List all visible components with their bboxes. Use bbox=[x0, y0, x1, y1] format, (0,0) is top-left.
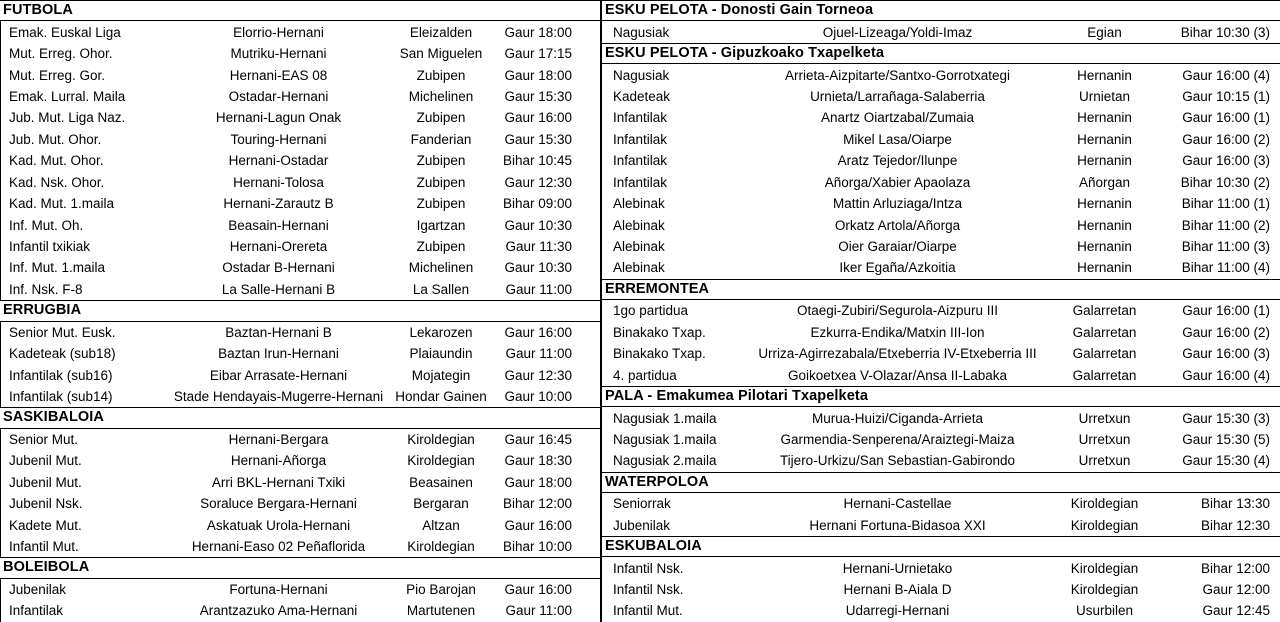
table-row bbox=[602, 150, 1280, 171]
venue-cell: Egian bbox=[1087, 24, 1122, 40]
venue-cell: Hernanin bbox=[1077, 217, 1132, 233]
time-cell: Gaur 15:30 (3) bbox=[1182, 410, 1270, 426]
time-cell: Gaur 18:00 bbox=[504, 474, 572, 490]
venue-cell: Altzan bbox=[422, 517, 460, 533]
category-cell: Infantil Nsk. bbox=[613, 582, 684, 598]
venue-cell: Urretxun bbox=[1078, 431, 1131, 447]
time-cell: Gaur 10:30 bbox=[504, 217, 572, 233]
match-cell: Arrieta-Aizpitarte/Santxo-Gorrotxategi bbox=[784, 67, 1011, 83]
category-cell: Infantilak bbox=[613, 153, 668, 169]
category-cell: Nagusiak bbox=[613, 67, 670, 83]
match-cell: Baztan Irun-Hernani bbox=[218, 346, 339, 362]
venue-cell: Hernanin bbox=[1077, 196, 1132, 212]
table-row bbox=[1, 214, 600, 235]
table-row bbox=[1, 257, 600, 278]
section-header: WATERPOLOA bbox=[602, 472, 1280, 493]
table-row bbox=[602, 64, 1280, 85]
table-row bbox=[1, 386, 600, 407]
time-cell: Bihar 09:00 bbox=[502, 196, 572, 212]
venue-cell: Hernanin bbox=[1077, 153, 1132, 169]
match-cell: Ostadar B-Hernani bbox=[222, 260, 335, 276]
table-row bbox=[602, 515, 1280, 536]
table-row bbox=[602, 343, 1280, 364]
section-rows bbox=[602, 493, 1280, 536]
match-cell: Ojuel-Lizeaga/Yoldi-Imaz bbox=[822, 24, 973, 40]
venue-cell: La Sallen bbox=[412, 281, 470, 297]
match-cell: Hernani-Orereta bbox=[229, 239, 328, 255]
venue-cell: Urnietan bbox=[1078, 88, 1131, 104]
table-row bbox=[1, 322, 600, 343]
time-cell: Gaur 16:00 (4) bbox=[1182, 367, 1270, 383]
category-cell: Jubenil Mut. bbox=[9, 453, 82, 469]
section-header: FUTBOLA bbox=[0, 0, 600, 21]
category-cell: Kadete Mut. bbox=[9, 517, 82, 533]
table-row bbox=[1, 493, 600, 514]
venue-cell: Zubipen bbox=[416, 174, 466, 190]
match-cell: Hernani-Tolosa bbox=[233, 174, 324, 190]
category-cell: Mut. Erreg. Ohor. bbox=[9, 46, 113, 62]
table-row bbox=[602, 300, 1280, 321]
match-cell: Goikoetxea V-Olazar/Ansa II-Labaka bbox=[787, 367, 1008, 383]
category-cell: Jubenil Mut. bbox=[9, 474, 82, 490]
category-cell: Nagusiak 1.maila bbox=[613, 431, 717, 447]
time-cell: Bihar 11:00 (4) bbox=[1181, 260, 1270, 276]
time-cell: Gaur 11:30 bbox=[505, 239, 572, 255]
table-row bbox=[1, 472, 600, 493]
venue-cell: Zubipen bbox=[416, 67, 466, 83]
match-cell: Arantzazuko Ama-Hernani bbox=[199, 603, 358, 619]
time-cell: Gaur 18:30 bbox=[504, 453, 572, 469]
venue-cell: Zubipen bbox=[416, 153, 466, 169]
table-row bbox=[1, 579, 600, 600]
time-cell: Gaur 12:45 bbox=[1202, 603, 1270, 619]
category-cell: Jubenil Nsk. bbox=[9, 496, 83, 512]
match-cell: Askatuak Urola-Hernani bbox=[206, 517, 351, 533]
time-cell: Gaur 18:00 bbox=[504, 67, 572, 83]
match-cell: Fortuna-Hernani bbox=[229, 582, 328, 598]
time-cell: Bihar 13:30 bbox=[1200, 496, 1270, 512]
category-cell: Infantilak (sub16) bbox=[9, 367, 113, 383]
category-cell: Kadeteak bbox=[613, 88, 671, 104]
category-cell: Alebinak bbox=[613, 260, 665, 276]
category-cell: Jubenilak bbox=[613, 517, 671, 533]
time-cell: Gaur 16:00 (3) bbox=[1182, 346, 1270, 362]
match-cell: Hernani-Añorga bbox=[230, 453, 327, 469]
table-row bbox=[1, 450, 600, 471]
section-rows bbox=[602, 300, 1280, 386]
table-row bbox=[602, 21, 1280, 42]
category-cell: Binakako Txap. bbox=[613, 346, 706, 362]
venue-cell: Añorgan bbox=[1078, 174, 1131, 190]
time-cell: Gaur 16:00 (1) bbox=[1182, 110, 1270, 126]
venue-cell: Igartzan bbox=[416, 217, 466, 233]
time-cell: Bihar 11:00 (3) bbox=[1181, 239, 1270, 255]
match-cell: Eibar Arrasate-Hernani bbox=[209, 367, 348, 383]
category-cell: Inf. Mut. 1.maila bbox=[9, 260, 106, 276]
venue-cell: Urretxun bbox=[1078, 453, 1131, 469]
venue-cell: Hernanin bbox=[1077, 239, 1132, 255]
table-row bbox=[602, 172, 1280, 193]
section-header: PALA - Emakumea Pilotari Txapelketa bbox=[602, 386, 1280, 407]
category-cell: Jub. Mut. Ohor. bbox=[9, 131, 102, 147]
venue-cell: Hernanin bbox=[1077, 131, 1132, 147]
category-cell: Emak. Euskal Liga bbox=[9, 24, 121, 40]
category-cell: Infantilak bbox=[9, 603, 64, 619]
section-header: ERRUGBIA bbox=[0, 300, 600, 321]
match-cell: Murua-Huizi/Ciganda-Arrieta bbox=[811, 410, 984, 426]
time-cell: Gaur 16:00 bbox=[504, 324, 572, 340]
venue-cell: Urretxun bbox=[1078, 410, 1131, 426]
venue-cell: Beasainen bbox=[409, 474, 473, 490]
category-cell: Seniorrak bbox=[613, 496, 671, 512]
table-row bbox=[602, 600, 1280, 621]
time-cell: Bihar 10:45 bbox=[502, 153, 572, 169]
venue-cell: San Miguelen bbox=[399, 46, 483, 62]
category-cell: Alebinak bbox=[613, 196, 665, 212]
match-cell: Ostadar-Hernani bbox=[228, 88, 329, 104]
category-cell: Infantilak bbox=[613, 174, 668, 190]
match-cell: Soraluce Bergara-Hernani bbox=[200, 496, 357, 512]
venue-cell: Galarretan bbox=[1072, 346, 1137, 362]
venue-cell: Hondar Gainen bbox=[395, 389, 487, 405]
venue-cell: Bergaran bbox=[413, 496, 469, 512]
venue-cell: Pio Barojan bbox=[406, 582, 476, 598]
venue-cell: Lekarozen bbox=[409, 324, 473, 340]
match-cell: Hernani-Bergara bbox=[228, 431, 329, 447]
venue-cell: Galarretan bbox=[1072, 367, 1137, 383]
match-cell: Udarregi-Hernani bbox=[845, 603, 950, 619]
match-cell: Baztan-Hernani B bbox=[225, 324, 332, 340]
category-cell: Jub. Mut. Liga Naz. bbox=[9, 110, 126, 126]
time-cell: Gaur 11:00 bbox=[505, 281, 572, 297]
table-row bbox=[602, 579, 1280, 600]
table-row bbox=[602, 322, 1280, 343]
venue-cell: Usurbilen bbox=[1075, 603, 1134, 619]
table-row bbox=[1, 193, 600, 214]
table-row bbox=[1, 86, 600, 107]
category-cell: Kad. Mut. 1.maila bbox=[9, 196, 115, 212]
match-cell: Touring-Hernani bbox=[230, 131, 327, 147]
table-row bbox=[602, 407, 1280, 428]
table-row bbox=[1, 600, 600, 621]
category-cell: Infantil txikiak bbox=[9, 239, 91, 255]
section-header: SASKIBALOIA bbox=[0, 407, 600, 428]
time-cell: Bihar 12:30 bbox=[1200, 517, 1270, 533]
table-row bbox=[602, 557, 1280, 578]
category-cell: Jubenilak bbox=[9, 582, 67, 598]
category-cell: Mut. Erreg. Gor. bbox=[9, 67, 106, 83]
section-header: ESKU PELOTA - Donosti Gain Torneoa bbox=[602, 0, 1280, 21]
match-cell: Urnieta/Larrañaga-Salaberria bbox=[810, 88, 985, 104]
venue-cell: Galarretan bbox=[1072, 324, 1137, 340]
category-cell: Alebinak bbox=[613, 217, 665, 233]
category-cell: Infantilak (sub14) bbox=[9, 389, 113, 405]
category-cell: Emak. Lurral. Maila bbox=[9, 88, 126, 104]
table-row bbox=[1, 64, 600, 85]
time-cell: Bihar 12:00 bbox=[502, 496, 572, 512]
match-cell: Hernani Fortuna-Bidasoa XXI bbox=[809, 517, 986, 533]
venue-cell: Kiroldegian bbox=[407, 431, 475, 447]
time-cell: Gaur 12:30 bbox=[504, 174, 572, 190]
match-cell: Elorrio-Hernani bbox=[233, 24, 324, 40]
time-cell: Gaur 10:30 bbox=[504, 260, 572, 276]
section-header: BOLEIBOLA bbox=[0, 557, 600, 578]
category-cell: Nagusiak 2.maila bbox=[613, 453, 717, 469]
match-cell: Hernani-Ostadar bbox=[228, 153, 329, 169]
table-row bbox=[602, 193, 1280, 214]
time-cell: Gaur 16:00 bbox=[504, 110, 572, 126]
table-row bbox=[1, 343, 600, 364]
table-row bbox=[602, 129, 1280, 150]
venue-cell: Kiroldegian bbox=[407, 539, 475, 555]
match-cell: Hernani-EAS 08 bbox=[229, 67, 328, 83]
schedule-column-right bbox=[602, 0, 1280, 622]
match-cell: Hernani-Urnietako bbox=[842, 560, 953, 576]
match-cell: Beasain-Hernani bbox=[228, 217, 329, 233]
table-row bbox=[1, 172, 600, 193]
venue-cell: Kiroldegian bbox=[1070, 560, 1139, 576]
match-cell: La Salle-Hernani B bbox=[221, 281, 336, 297]
table-row bbox=[1, 236, 600, 257]
match-cell: Otaegi-Zubiri/Segurola-Aizpuru III bbox=[796, 303, 999, 319]
table-row bbox=[1, 150, 600, 171]
table-row bbox=[1, 129, 600, 150]
section-header: ESKU PELOTA - Gipuzkoako Txapelketa bbox=[602, 43, 1280, 64]
time-cell: Gaur 16:00 (2) bbox=[1182, 131, 1270, 147]
category-cell: 1go partidua bbox=[613, 303, 689, 319]
section-rows bbox=[602, 407, 1280, 471]
match-cell: Mikel Lasa/Oiarpe bbox=[843, 131, 952, 147]
category-cell: Infantil Mut. bbox=[9, 539, 79, 555]
venue-cell: Kiroldegian bbox=[407, 453, 475, 469]
section-rows bbox=[602, 64, 1280, 278]
section-rows bbox=[0, 322, 600, 408]
time-cell: Gaur 10:00 bbox=[504, 389, 572, 405]
table-row bbox=[1, 515, 600, 536]
time-cell: Gaur 11:00 bbox=[505, 603, 572, 619]
section-rows bbox=[0, 21, 600, 300]
venue-cell: Mojategin bbox=[411, 367, 471, 383]
category-cell: Nagusiak bbox=[613, 24, 670, 40]
match-cell: Aratz Tejedor/Ilunpe bbox=[837, 153, 958, 169]
match-cell: Ezkurra-Endika/Matxin III-Ion bbox=[810, 324, 985, 340]
time-cell: Gaur 12:30 bbox=[504, 367, 572, 383]
category-cell: Nagusiak 1.maila bbox=[613, 410, 717, 426]
venue-cell: Galarretan bbox=[1072, 303, 1137, 319]
venue-cell: Hernanin bbox=[1077, 260, 1132, 276]
time-cell: Gaur 10:15 (1) bbox=[1182, 88, 1270, 104]
match-cell: Hernani-Easo 02 Peñaflorida bbox=[191, 539, 366, 555]
time-cell: Gaur 15:30 bbox=[504, 131, 572, 147]
match-cell: Garmendia-Senperena/Araiztegi-Maiza bbox=[780, 431, 1015, 447]
time-cell: Bihar 11:00 (1) bbox=[1181, 196, 1270, 212]
venue-cell: Hernanin bbox=[1077, 110, 1132, 126]
time-cell: Gaur 11:00 bbox=[505, 346, 572, 362]
category-cell: Kad. Mut. Ohor. bbox=[9, 153, 104, 169]
match-cell: Hernani-Zarautz B bbox=[223, 196, 334, 212]
venue-cell: Michelinen bbox=[408, 260, 474, 276]
venue-cell: Eleizalden bbox=[409, 24, 473, 40]
section-rows bbox=[602, 557, 1280, 621]
match-cell: Stade Hendayais-Mugerre-Hernani bbox=[173, 389, 384, 405]
table-row bbox=[1, 536, 600, 557]
venue-cell: Hernanin bbox=[1077, 67, 1132, 83]
venue-cell: Kiroldegian bbox=[1070, 496, 1139, 512]
table-row bbox=[1, 364, 600, 385]
table-row bbox=[602, 493, 1280, 514]
time-cell: Gaur 16:45 bbox=[504, 431, 572, 447]
time-cell: Bihar 11:00 (2) bbox=[1181, 217, 1270, 233]
table-row bbox=[602, 236, 1280, 257]
section-header: ERREMONTEA bbox=[602, 279, 1280, 300]
match-cell: Hernani-Castellae bbox=[843, 496, 952, 512]
table-row bbox=[602, 364, 1280, 385]
category-cell: Binakako Txap. bbox=[613, 324, 706, 340]
table-row bbox=[1, 43, 600, 64]
venue-cell: Michelinen bbox=[408, 88, 474, 104]
category-cell: Infantilak bbox=[613, 110, 668, 126]
table-row bbox=[602, 214, 1280, 235]
venue-cell: Fanderian bbox=[410, 131, 472, 147]
section-rows bbox=[602, 21, 1280, 42]
time-cell: Gaur 16:00 bbox=[504, 582, 572, 598]
category-cell: Kadeteak (sub18) bbox=[9, 346, 116, 362]
category-cell: 4. partidua bbox=[613, 367, 677, 383]
match-cell: Hernani-Lagun Onak bbox=[215, 110, 342, 126]
venue-cell: Kiroldegian bbox=[1070, 517, 1139, 533]
category-cell: Infantil Nsk. bbox=[613, 560, 684, 576]
table-row bbox=[602, 257, 1280, 278]
match-cell: Oier Garaiar/Oiarpe bbox=[838, 239, 957, 255]
section-rows bbox=[0, 579, 600, 622]
match-cell: Orkatz Artola/Añorga bbox=[834, 217, 961, 233]
match-cell: Urriza-Agirrezabala/Etxeberria IV-Etxeberria III bbox=[758, 346, 1037, 362]
time-cell: Gaur 16:00 (1) bbox=[1182, 303, 1270, 319]
venue-cell: Plaiaundin bbox=[409, 346, 473, 362]
category-cell: Alebinak bbox=[613, 239, 665, 255]
time-cell: Bihar 12:00 bbox=[1200, 560, 1270, 576]
time-cell: Gaur 16:00 (4) bbox=[1182, 67, 1270, 83]
table-row bbox=[602, 107, 1280, 128]
match-cell: Mutriku-Hernani bbox=[230, 46, 327, 62]
match-cell: Hernani B-Aiala D bbox=[843, 582, 952, 598]
time-cell: Gaur 16:00 (2) bbox=[1182, 324, 1270, 340]
time-cell: Bihar 10:30 (3) bbox=[1180, 24, 1270, 40]
table-row bbox=[1, 21, 600, 42]
section-rows bbox=[0, 429, 600, 558]
time-cell: Gaur 18:00 bbox=[504, 24, 572, 40]
category-cell: Senior Mut. bbox=[9, 431, 79, 447]
time-cell: Gaur 15:30 (5) bbox=[1182, 431, 1270, 447]
venue-cell: Zubipen bbox=[416, 239, 466, 255]
venue-cell: Martutenen bbox=[406, 603, 476, 619]
category-cell: Infantilak bbox=[613, 131, 668, 147]
match-cell: Anartz Oiartzabal/Zumaia bbox=[820, 110, 975, 126]
schedule-column-left bbox=[0, 0, 602, 622]
category-cell: Kad. Nsk. Ohor. bbox=[9, 174, 105, 190]
category-cell: Senior Mut. Eusk. bbox=[9, 324, 116, 340]
time-cell: Gaur 16:00 bbox=[504, 517, 572, 533]
table-row bbox=[602, 429, 1280, 450]
table-row bbox=[602, 450, 1280, 471]
section-header: ESKUBALOIA bbox=[602, 536, 1280, 557]
time-cell: Gaur 17:15 bbox=[504, 46, 572, 62]
time-cell: Bihar 10:30 (2) bbox=[1180, 174, 1270, 190]
match-cell: Añorga/Xabier Apaolaza bbox=[824, 174, 971, 190]
match-cell: Tijero-Urkizu/San Sebastian-Gabirondo bbox=[779, 453, 1016, 469]
time-cell: Bihar 10:00 bbox=[502, 539, 572, 555]
table-row bbox=[1, 429, 600, 450]
time-cell: Gaur 15:30 bbox=[504, 88, 572, 104]
category-cell: Inf. Mut. Oh. bbox=[9, 217, 84, 233]
category-cell: Infantil Mut. bbox=[613, 603, 683, 619]
venue-cell: Zubipen bbox=[416, 196, 466, 212]
match-cell: Arri BKL-Hernani Txiki bbox=[211, 474, 346, 490]
venue-cell: Kiroldegian bbox=[1070, 582, 1139, 598]
table-row bbox=[1, 107, 600, 128]
table-row bbox=[602, 86, 1280, 107]
time-cell: Gaur 16:00 (3) bbox=[1182, 153, 1270, 169]
category-cell: Inf. Nsk. F-8 bbox=[9, 281, 83, 297]
time-cell: Gaur 12:00 bbox=[1202, 582, 1270, 598]
table-row bbox=[1, 279, 600, 300]
time-cell: Gaur 15:30 (4) bbox=[1182, 453, 1270, 469]
venue-cell: Zubipen bbox=[416, 110, 466, 126]
match-cell: Iker Egaña/Azkoitia bbox=[839, 260, 956, 276]
match-cell: Mattin Arluziaga/Intza bbox=[832, 196, 963, 212]
